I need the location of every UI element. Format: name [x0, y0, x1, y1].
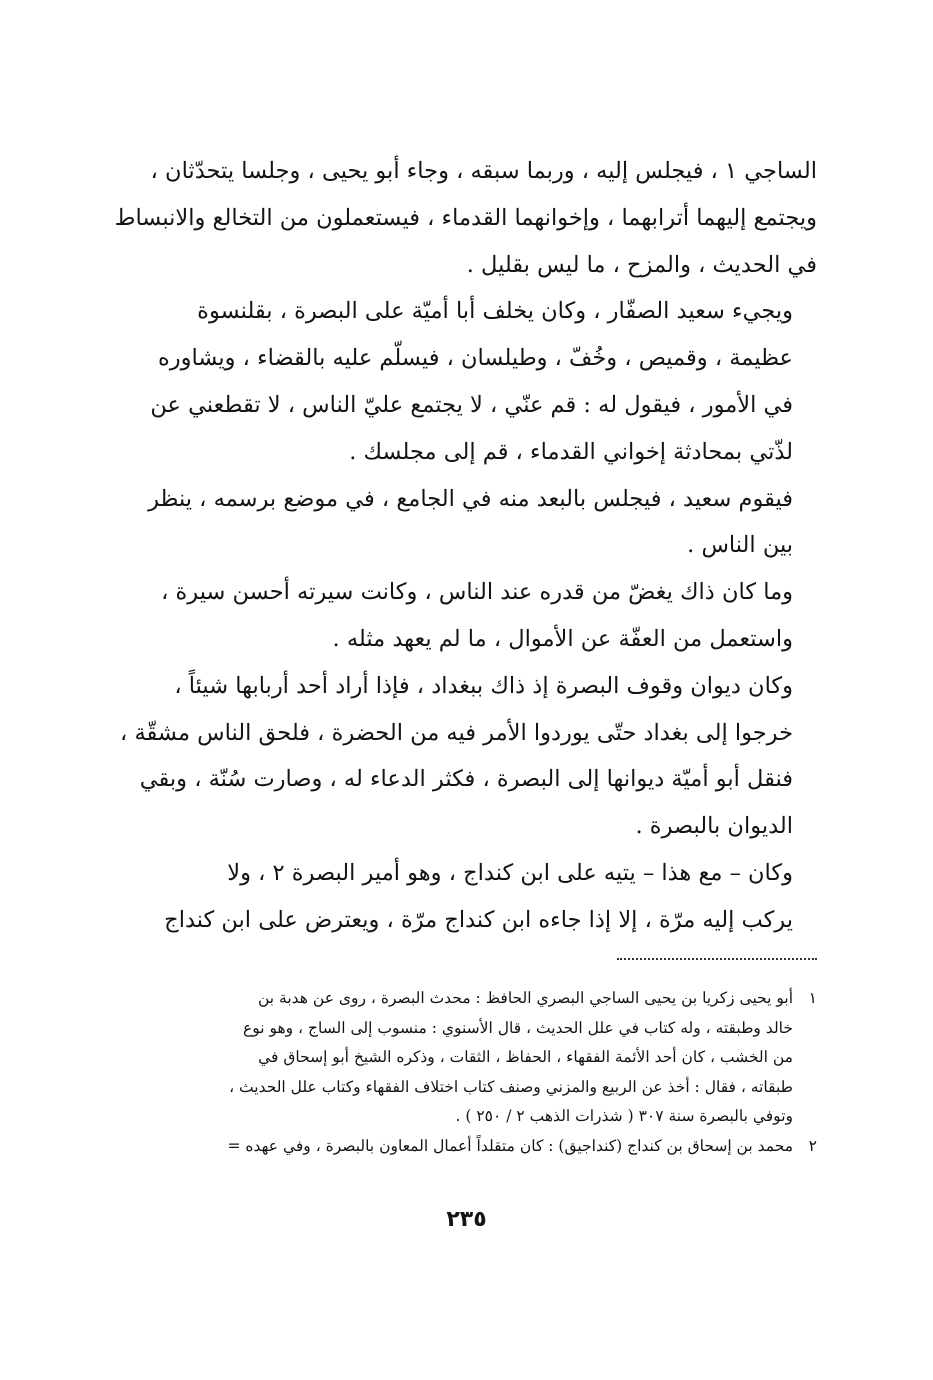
- footnote-line: أبو يحيى زكريا بن يحيى الساجي البصري الحافظ : محدث البصرة ، روى عن هدبة بن: [258, 989, 793, 1007]
- footnote-line: محمد بن إسحاق بن كنداج (كنداجيق) : كان متقلداً أعمال المعاون بالبصرة ، وفي عهده =: [227, 1136, 793, 1155]
- text-line: وكان – مع هذا – يتيه على ابن كنداج ، وهو أمير البصرة ٢ ، ولا: [227, 859, 793, 886]
- paragraph: [112, 569, 817, 663]
- paragraph: [112, 476, 817, 570]
- paragraph: [112, 148, 817, 288]
- footnote-line: من الخشب ، كان أحد الأئمة الفقهاء ، الحفاظ ، الثقات ، وذكره الشيخ أبو إسحاق في: [258, 1048, 793, 1066]
- text-line: وما كان ذاك يغضّ من قدره عند الناس ، وكانت سيرته أحسن سيرة ،: [161, 579, 793, 606]
- text-line: الديوان بالبصرة .: [635, 813, 793, 840]
- text-line: خرجوا إلى بغداد حتّى يوردوا الأمر فيه من الحضرة ، فلحق الناس مشقّة ،: [120, 719, 793, 746]
- text-line: واستعمل من العفّة عن الأموال ، ما لم يعهد مثله .: [332, 625, 793, 652]
- footnote-text: [112, 1132, 793, 1162]
- text-line: فنقل أبو أميّة ديوانها إلى البصرة ، فكثر الدعاء له ، وصارت سُنّة ، وبقي: [139, 766, 793, 793]
- footnote: [112, 1132, 817, 1162]
- footnote-line: خالد وطبقته ، وله كتاب في علل الحديث ، قال الأسنوي : منسوب إلى الساج ، وهو نوع: [242, 1018, 793, 1037]
- footnote-number: ١: [808, 989, 817, 1007]
- text-line: ويجتمع إليهما أترابهما ، وإخوانهما القدماء ، فيستعملون من التخالع والانبساط: [114, 204, 817, 231]
- text-line: في الأمور ، فيقول له : قم عنّي ، لا يجتمع عليّ الناس ، لا تقطعني عن: [150, 391, 793, 418]
- footnote-number: ٢: [808, 1136, 817, 1155]
- text-line: بين الناس .: [687, 532, 793, 559]
- text-line: وكان ديوان وقوف البصرة إذ ذاك ببغداد ، فإذا أراد أحد أربابها شيئاً ،: [174, 672, 793, 699]
- footnotes: [112, 984, 817, 1161]
- footnote: [112, 984, 817, 1132]
- paragraph: [112, 288, 817, 475]
- paragraph: [112, 663, 817, 850]
- text-line: يركب إليه مرّة ، إلا إذا جاءه ابن كنداج مرّة ، ويعترض على ابن كنداج: [164, 906, 793, 933]
- text-line: عظيمة ، وقميص ، وخُفّ ، وطيلسان ، فيسلّم عليه بالقضاء ، ويشاوره: [157, 345, 793, 372]
- paragraph: [112, 850, 817, 944]
- footnote-text: [112, 984, 793, 1132]
- page-number: ٢٣٥: [446, 1207, 487, 1232]
- text-line: فيقوم سعيد ، فيجلس بالبعد منه في الجامع ، في موضع برسمه ، ينظر: [148, 485, 793, 512]
- text-line: ويجيء سعيد الصفّار ، وكان يخلف أبا أميّة على البصرة ، بقلنسوة: [197, 298, 793, 325]
- main-text: [112, 148, 817, 944]
- footnote-separator: [617, 958, 817, 960]
- footnote-line: وتوفي بالبصرة سنة ٣٠٧ ( شذرات الذهب ٢ / ٢٥٠ ) .: [455, 1107, 793, 1125]
- footnote-line: طبقاته ، فقال : أخذ عن الربيع والمزني وصنف كتاب اختلاف الفقهاء وكتاب علل الحديث ،: [229, 1077, 793, 1096]
- text-line: في الحديث ، والمزح ، ما ليس بقليل .: [466, 251, 817, 278]
- text-line: لذّتي بمحادثة إخواني القدماء ، قم إلى مجلسك .: [349, 438, 793, 465]
- text-line: الساجي ١ ، فيجلس إليه ، وربما سبقه ، وجاء أبو يحيى ، وجلسا يتحدّثان ،: [150, 158, 817, 184]
